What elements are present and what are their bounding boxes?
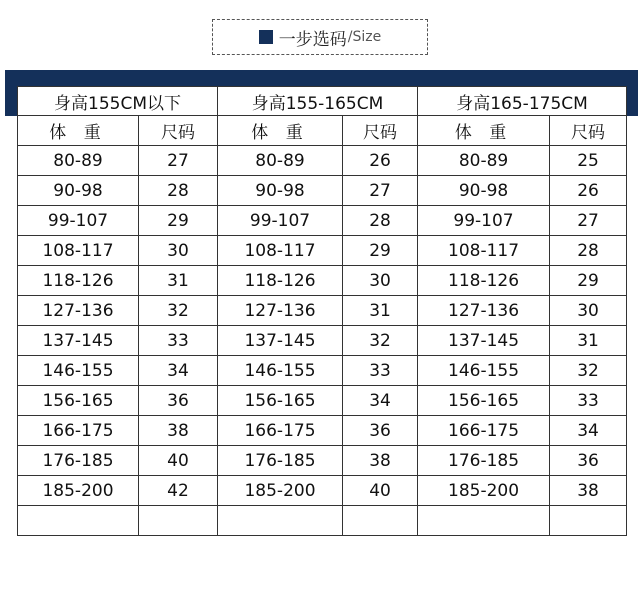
weight-range-cell: 90-98 [418, 176, 550, 206]
weight-range-cell: 99-107 [18, 206, 139, 236]
size-cell: 28 [550, 236, 627, 266]
size-cell: 38 [139, 416, 218, 446]
weight-range-cell: 108-117 [218, 236, 343, 266]
size-cell: 32 [550, 356, 627, 386]
empty-cell [550, 506, 627, 536]
size-table [17, 86, 627, 536]
size-cell: 33 [343, 356, 418, 386]
title-main: 一步选码 [278, 29, 347, 50]
weight-header: 体 重 [218, 116, 343, 146]
size-cell: 40 [139, 446, 218, 476]
table-row [18, 146, 627, 176]
weight-range-cell: 127-136 [418, 296, 550, 326]
table-row [18, 176, 627, 206]
size-cell: 34 [343, 386, 418, 416]
size-cell: 38 [550, 476, 627, 506]
size-cell: 34 [139, 356, 218, 386]
size-header: 尺码 [343, 116, 418, 146]
size-cell: 31 [139, 266, 218, 296]
table-row [18, 476, 627, 506]
weight-range-cell: 166-175 [418, 416, 550, 446]
size-cell: 29 [343, 236, 418, 266]
size-cell: 27 [550, 206, 627, 236]
empty-cell [418, 506, 550, 536]
weight-range-cell: 118-126 [18, 266, 139, 296]
weight-range-cell: 118-126 [418, 266, 550, 296]
weight-range-cell: 166-175 [218, 416, 343, 446]
weight-range-cell: 146-155 [218, 356, 343, 386]
size-cell: 36 [550, 446, 627, 476]
size-cell: 33 [139, 326, 218, 356]
weight-range-cell: 108-117 [418, 236, 550, 266]
size-cell: 33 [550, 386, 627, 416]
size-cell: 31 [343, 296, 418, 326]
weight-range-cell: 108-117 [18, 236, 139, 266]
size-cell: 27 [139, 146, 218, 176]
size-cell: 26 [343, 146, 418, 176]
weight-range-cell: 127-136 [18, 296, 139, 326]
weight-range-cell: 176-185 [218, 446, 343, 476]
size-cell: 29 [550, 266, 627, 296]
size-cell: 30 [139, 236, 218, 266]
size-cell: 27 [343, 176, 418, 206]
weight-range-cell: 185-200 [18, 476, 139, 506]
empty-cell [218, 506, 343, 536]
table-row [18, 296, 627, 326]
weight-header: 体 重 [18, 116, 139, 146]
weight-range-cell: 146-155 [418, 356, 550, 386]
weight-range-cell: 80-89 [218, 146, 343, 176]
weight-range-cell: 137-145 [18, 326, 139, 356]
weight-range-cell: 156-165 [218, 386, 343, 416]
table-row [18, 326, 627, 356]
weight-range-cell: 185-200 [418, 476, 550, 506]
table-row [18, 356, 627, 386]
size-cell: 30 [343, 266, 418, 296]
weight-header: 体 重 [418, 116, 550, 146]
size-cell: 30 [550, 296, 627, 326]
square-bullet-icon [259, 30, 273, 44]
weight-range-cell: 99-107 [218, 206, 343, 236]
table-row [18, 236, 627, 266]
column-header-row [18, 116, 627, 146]
group-header: 身高155-165CM [218, 87, 418, 116]
title-box [212, 19, 428, 55]
size-cell: 42 [139, 476, 218, 506]
weight-range-cell: 156-165 [418, 386, 550, 416]
weight-range-cell: 90-98 [218, 176, 343, 206]
weight-range-cell: 176-185 [18, 446, 139, 476]
group-header: 身高165-175CM [418, 87, 627, 116]
weight-range-cell: 118-126 [218, 266, 343, 296]
table-row [18, 386, 627, 416]
size-cell: 31 [550, 326, 627, 356]
title-sub: /Size [347, 29, 382, 45]
weight-range-cell: 90-98 [18, 176, 139, 206]
table-row [18, 206, 627, 236]
size-cell: 32 [139, 296, 218, 326]
weight-range-cell: 80-89 [18, 146, 139, 176]
weight-range-cell: 137-145 [218, 326, 343, 356]
height-group-row [18, 87, 627, 116]
size-cell: 36 [343, 416, 418, 446]
weight-range-cell: 127-136 [218, 296, 343, 326]
size-cell: 26 [550, 176, 627, 206]
weight-range-cell: 137-145 [418, 326, 550, 356]
size-cell: 29 [139, 206, 218, 236]
size-header: 尺码 [550, 116, 627, 146]
size-header: 尺码 [139, 116, 218, 146]
size-cell: 32 [343, 326, 418, 356]
size-cell: 25 [550, 146, 627, 176]
weight-range-cell: 99-107 [418, 206, 550, 236]
size-cell: 38 [343, 446, 418, 476]
empty-cell [139, 506, 218, 536]
weight-range-cell: 156-165 [18, 386, 139, 416]
table-row [18, 416, 627, 446]
size-cell: 34 [550, 416, 627, 446]
table-row [18, 446, 627, 476]
table-row [18, 266, 627, 296]
empty-cell [18, 506, 139, 536]
size-cell: 36 [139, 386, 218, 416]
size-cell: 28 [139, 176, 218, 206]
weight-range-cell: 146-155 [18, 356, 139, 386]
weight-range-cell: 176-185 [418, 446, 550, 476]
weight-range-cell: 166-175 [18, 416, 139, 446]
size-cell: 28 [343, 206, 418, 236]
empty-row [18, 506, 627, 536]
weight-range-cell: 185-200 [218, 476, 343, 506]
weight-range-cell: 80-89 [418, 146, 550, 176]
size-cell: 40 [343, 476, 418, 506]
group-header: 身高155CM以下 [18, 87, 218, 116]
empty-cell [343, 506, 418, 536]
